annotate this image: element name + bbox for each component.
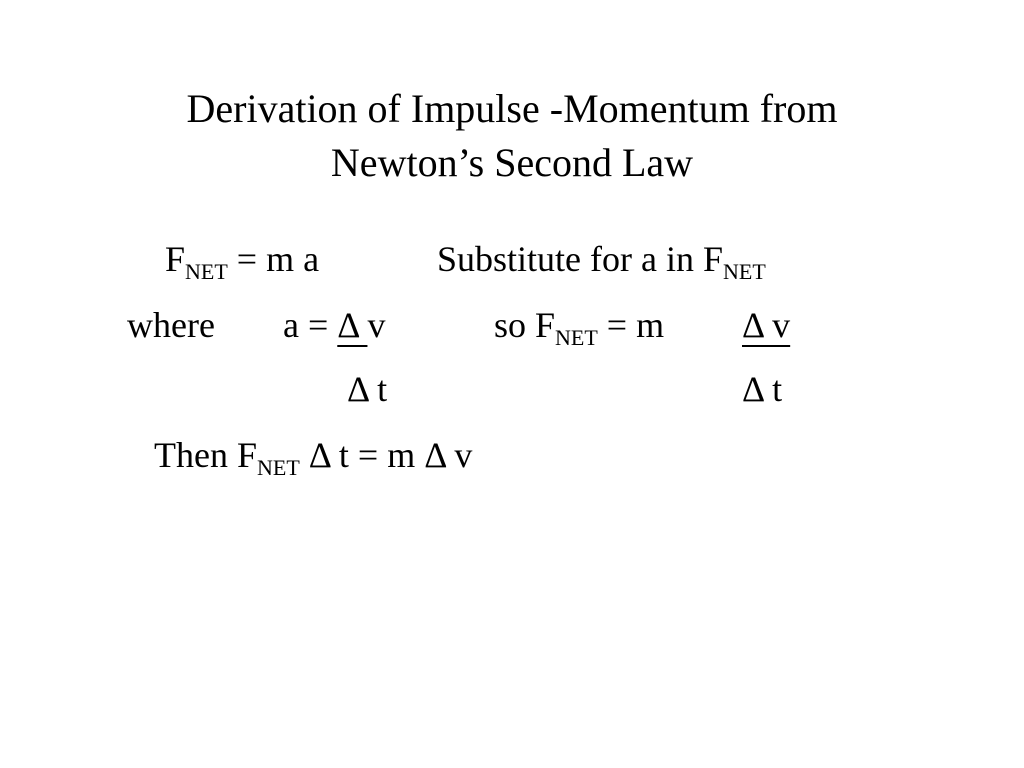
a-equals: a = xyxy=(283,305,329,345)
v-symbol: v xyxy=(367,305,386,345)
delta-t-denominator-left: Δ t xyxy=(347,369,388,409)
impulse-equals-momentum: Δ t = m Δ v xyxy=(299,435,473,475)
slide-title-line-2: Newton’s Second Law xyxy=(330,140,694,185)
net-subscript: NET xyxy=(555,325,598,350)
delta-v-fraction-top: Δ v xyxy=(742,305,791,345)
equals-ma: = m a xyxy=(227,239,320,279)
delta-v-numerator: Δ xyxy=(337,305,368,345)
force-symbol: F xyxy=(165,239,186,279)
where-label: where xyxy=(127,305,215,345)
substitute-text: Substitute for a in F xyxy=(437,239,723,279)
net-subscript: NET xyxy=(257,455,300,480)
then-f: Then F xyxy=(154,435,257,475)
equals-m: = m xyxy=(606,305,665,345)
delta-t-denominator-right: Δ t xyxy=(742,369,783,409)
so-f: so F xyxy=(494,305,556,345)
net-subscript: NET xyxy=(185,259,228,284)
substitute-note xyxy=(437,237,766,284)
slide-title-line-1: Derivation of Impulse -Momentum from xyxy=(186,86,838,131)
delta-v-numerator-right xyxy=(742,303,790,347)
equation-fnet-ma xyxy=(165,237,320,284)
so-fnet-equation xyxy=(494,303,665,350)
net-subscript: NET xyxy=(723,259,766,284)
acceleration-definition xyxy=(283,303,385,347)
impulse-momentum-equation xyxy=(154,433,473,480)
